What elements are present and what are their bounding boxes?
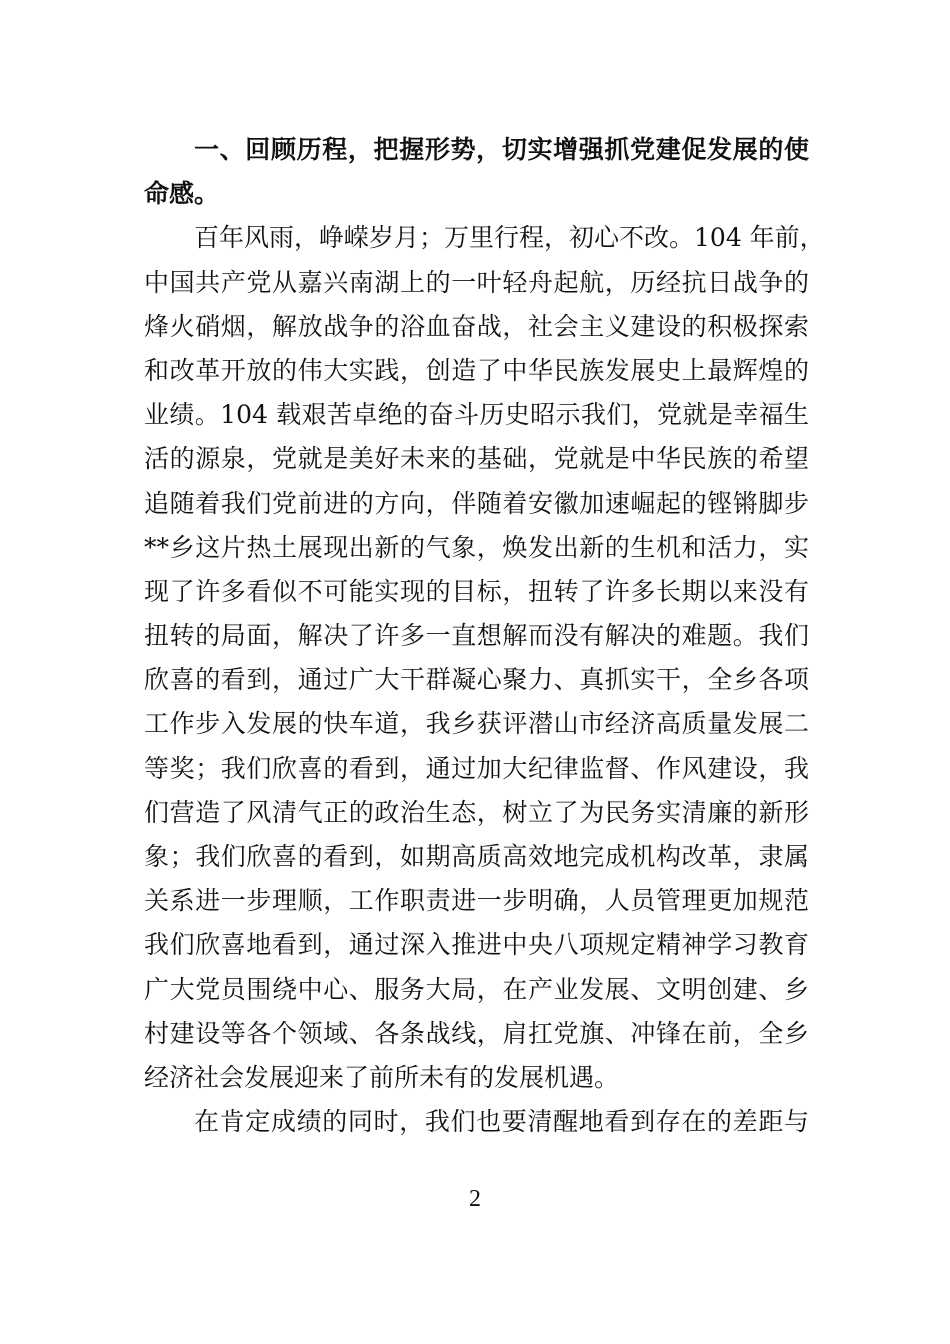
paragraph-1-line: 我们欣喜地看到，通过深入推进中央八项规定精神学习教育	[144, 930, 809, 960]
paragraph-1-line: 百年风雨，峥嵘岁月；万里行程，初心不改。104 年前，	[194, 223, 825, 253]
paragraph-1-line: 们营造了风清气正的政治生态，树立了为民务实清廉的新形	[144, 797, 809, 827]
page-number: 2	[469, 1186, 481, 1212]
paragraph-1-line: 欣喜的看到，通过广大干群凝心聚力、真抓实干，全乡各项	[144, 665, 809, 695]
paragraph-1-line: 象；我们欣喜的看到，如期高质高效地完成机构改革，隶属	[144, 842, 809, 871]
paragraph-1-line: 活的源泉，党就是美好未来的基础，党就是中华民族的希望	[144, 444, 809, 474]
paragraph-1-line: 中国共产党从嘉兴南湖上的一叶轻舟起航，历经抗日战争的	[144, 267, 809, 297]
paragraph-1-line: 村建设等各个领域、各条战线，肩扛党旗、冲锋在前，全乡	[144, 1018, 809, 1048]
paragraph-1-line: 关系进一步理顺，工作职责进一步明确，人员管理更加规范	[144, 886, 809, 916]
paragraph-1-line: 广大党员围绕中心、服务大局，在产业发展、文明创建、乡	[144, 974, 809, 1004]
section-heading-line-1: 一、回顾历程，把握形势，切实增强抓党建促发展的使	[194, 135, 809, 164]
paragraph-1-line: 追随着我们党前进的方向，伴随着安徽加速崛起的铿锵脚步	[144, 488, 809, 518]
paragraph-1-line: 工作步入发展的快车道，我乡获评潜山市经济高质量发展二	[144, 709, 809, 739]
paragraph-1-line: **乡这片热土展现出新的气象，焕发出新的生机和活力，实	[144, 532, 809, 562]
paragraph-1-line: 和改革开放的伟大实践，创造了中华民族发展史上最辉煌的	[144, 355, 809, 385]
paragraph-1-line: 扭转的局面，解决了许多一直想解而没有解决的难题。我们	[144, 621, 809, 651]
paragraph-1-line: 经济社会发展迎来了前所未有的发展机遇。	[144, 1062, 620, 1092]
document-body	[144, 128, 825, 1144]
section-heading-line-2: 命感。	[144, 179, 220, 209]
paragraph-1-line: 业绩。104 载艰苦卓绝的奋斗历史昭示我们，党就是幸福生	[144, 400, 809, 430]
paragraph-1-line: 烽火硝烟，解放战争的浴血奋战，社会主义建设的积极探索	[144, 311, 809, 341]
paragraph-1-line: 现了许多看似不可能实现的目标，扭转了许多长期以来没有	[144, 576, 809, 606]
paragraph-1-line: 等奖；我们欣喜的看到，通过加大纪律监督、作风建设，我	[144, 753, 809, 783]
paragraph-2-line: 在肯定成绩的同时，我们也要清醒地看到存在的差距与	[194, 1107, 809, 1137]
